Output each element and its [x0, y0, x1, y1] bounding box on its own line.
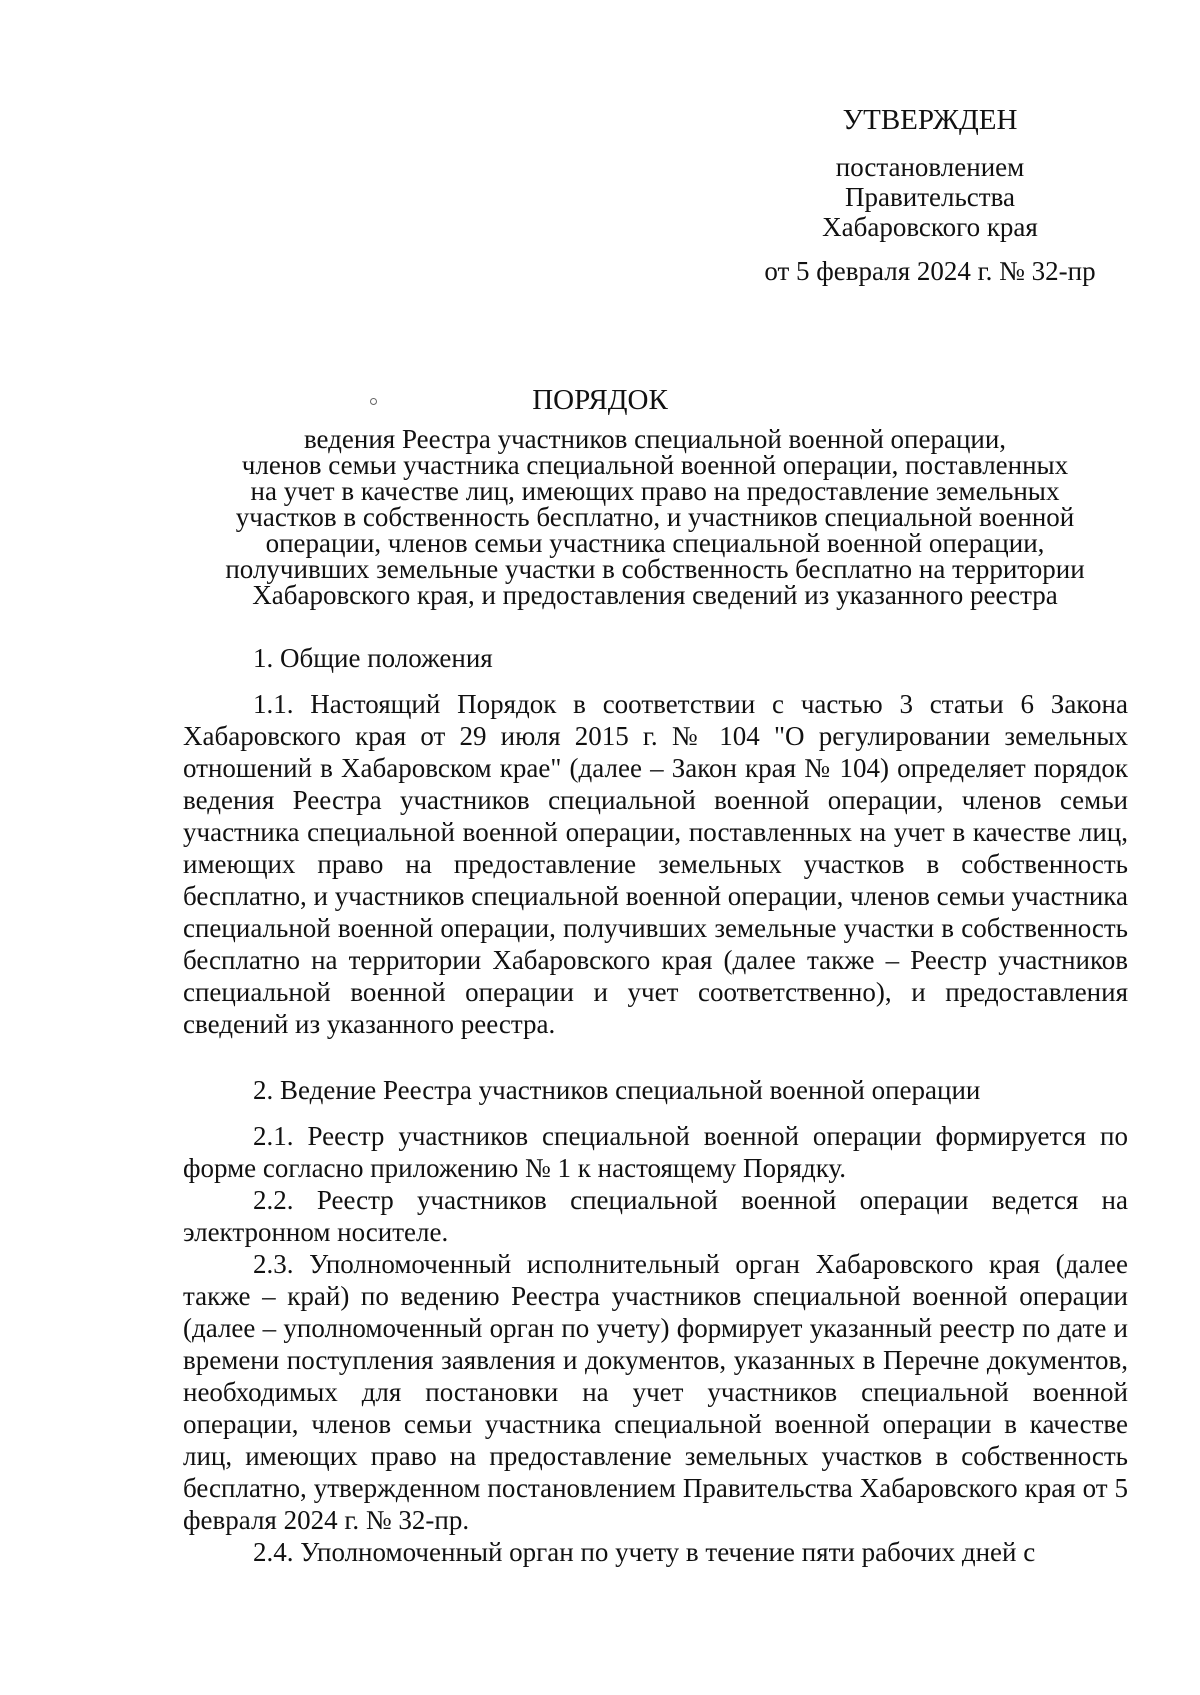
paragraph-2-4: 2.4. Уполномоченный орган по учету в течение пяти рабочих дней с [253, 1537, 1036, 1567]
paragraph-2-2: 2.2. Реестр участников специальной военной операции ведется на электронном носителе. [183, 1185, 1128, 1247]
subtitle-line: на учет в качестве лиц, имеющих право на предоставление земельных [250, 476, 1060, 506]
section-heading-1: 1. Общие положения [253, 643, 493, 673]
approval-heading: УТВЕРЖДЕН [842, 104, 1018, 136]
paragraph-2-1: 2.1. Реестр участников специальной военной операции формируется по форме согласно приложению № 1 к настоящему Порядку. [183, 1121, 1128, 1183]
document-body [183, 642, 1128, 1568]
section-heading-2: 2. Ведение Реестра участников специальной военной операции [253, 1075, 981, 1105]
paragraph-2-3: 2.3. Уполномоченный исполнительный орган Хабаровского края (далее также – край) по ведению Реестра участников специальной военной операции (далее – уполномоченный орган по учету) формирует указанный реестр по дате и времени поступления заявления и документов, указанных в Перечне документов, необходимых для постановки на учет участников специальной военной операции, членов семьи участника специальной военной операции в качестве лиц, имеющих право на предоставление земельных участков в собственность бесплатно, утвержденном постановлением Правительства Хабаровского края от 5 февраля 2024 г. № 32-пр. [183, 1249, 1128, 1535]
subtitle-line: ведения Реестра участников специальной военной операции, [303, 424, 1007, 454]
document-title: ПОРЯДОК [532, 384, 668, 416]
subtitle-line: участков в собственность бесплатно, и участников специальной военной [235, 502, 1075, 532]
subtitle-line: получивших земельные участки в собственность бесплатно на территории [225, 554, 1085, 584]
paragraph-1-1: 1.1. Настоящий Порядок в соответствии с частью 3 статьи 6 Закона Хабаровского края от 29 июля 2015 г. № 104 "О регулировании земельных отношений в Хабаровском крае" (далее – Закон края № 104) определяет порядок ведения Реестра участников специальной военной операции, членов семьи участника специальной военной операции, поставленных на учет в качестве лиц, имеющих право на предоставление земельных участков в собственность бесплатно, и участников специальной военной операции, членов семьи участника специальной военной операции, получивших земельные участки в собственность бесплатно на территории Хабаровского края (далее также – Реестр участников специальной военной операции и учет соответственно), и предоставления сведений из указанного реестра. [183, 689, 1128, 1039]
approval-stamp [730, 100, 1130, 286]
subtitle-line: Хабаровского края, и предоставления сведений из указанного реестра [252, 580, 1058, 610]
approval-date: от 5 февраля 2024 г. № 32-пр [764, 256, 1096, 286]
approval-line-1: постановлением [835, 152, 1025, 182]
approval-line-2: Правительства [845, 182, 1015, 212]
approval-line-3: Хабаровского края [822, 212, 1038, 242]
subtitle-line: операции, членов семьи участника специальной военной операции, [265, 528, 1045, 558]
subtitle-line: членов семьи участника специальной военной операции, поставленных [241, 450, 1069, 480]
document-subtitle [205, 426, 1105, 608]
